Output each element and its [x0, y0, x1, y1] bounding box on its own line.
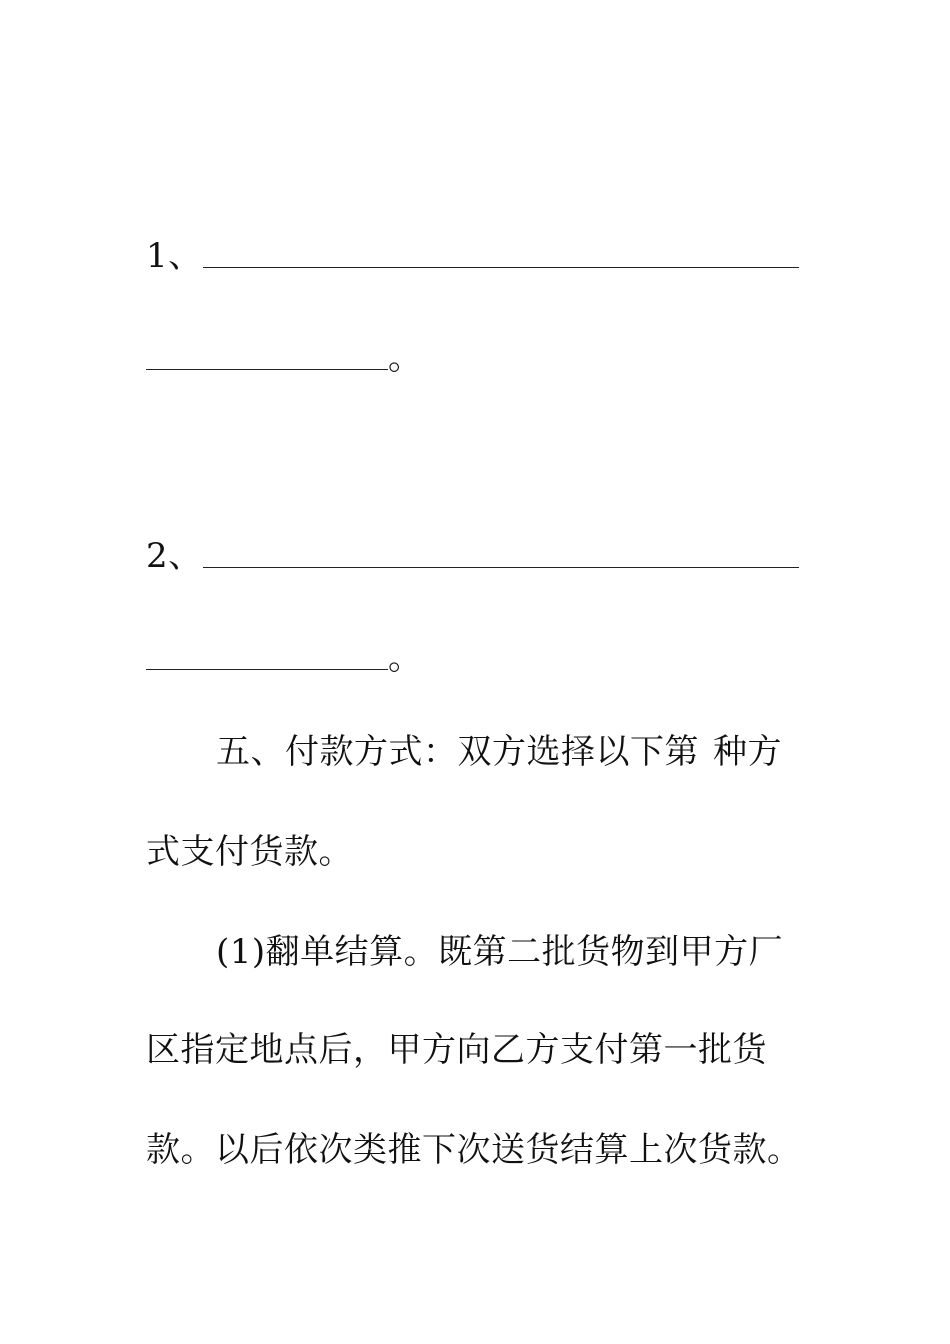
section-5-line-1 — [216, 732, 782, 772]
item-2-blank[interactable] — [203, 545, 799, 568]
section-5-text: 式支付货款。 — [146, 832, 353, 872]
option-1-line-2 — [146, 1030, 767, 1070]
item-1-continuation — [146, 338, 423, 378]
option-1-text-1: (1)翻单结算。既第二批货物到甲方厂 — [216, 932, 784, 972]
item-2-continuation-blank[interactable] — [146, 647, 388, 670]
section-5-line-2 — [146, 832, 353, 872]
section-5-heading: 五、付款方式：双方选择以下第 — [216, 732, 699, 772]
option-1-line-3 — [146, 1130, 802, 1170]
option-1-line-1 — [216, 932, 783, 972]
item-2-number: 2、 — [146, 536, 203, 576]
section-5-heading-tail: 种方 — [713, 732, 782, 772]
item-2-continuation — [146, 638, 423, 678]
item-1-continuation-blank[interactable] — [146, 347, 388, 370]
item-2-period: 。 — [388, 638, 423, 678]
item-1-number: 1、 — [146, 236, 203, 276]
option-1-text-3: 款。以后依次类推下次送货结算上次货款。 — [146, 1130, 802, 1170]
item-1-line — [146, 236, 799, 276]
item-1-period: 。 — [388, 338, 423, 378]
item-2-line — [146, 536, 799, 576]
item-1-blank[interactable] — [203, 245, 799, 268]
option-1-text-2: 区指定地点后，甲方向乙方支付第一批货 — [146, 1030, 767, 1070]
